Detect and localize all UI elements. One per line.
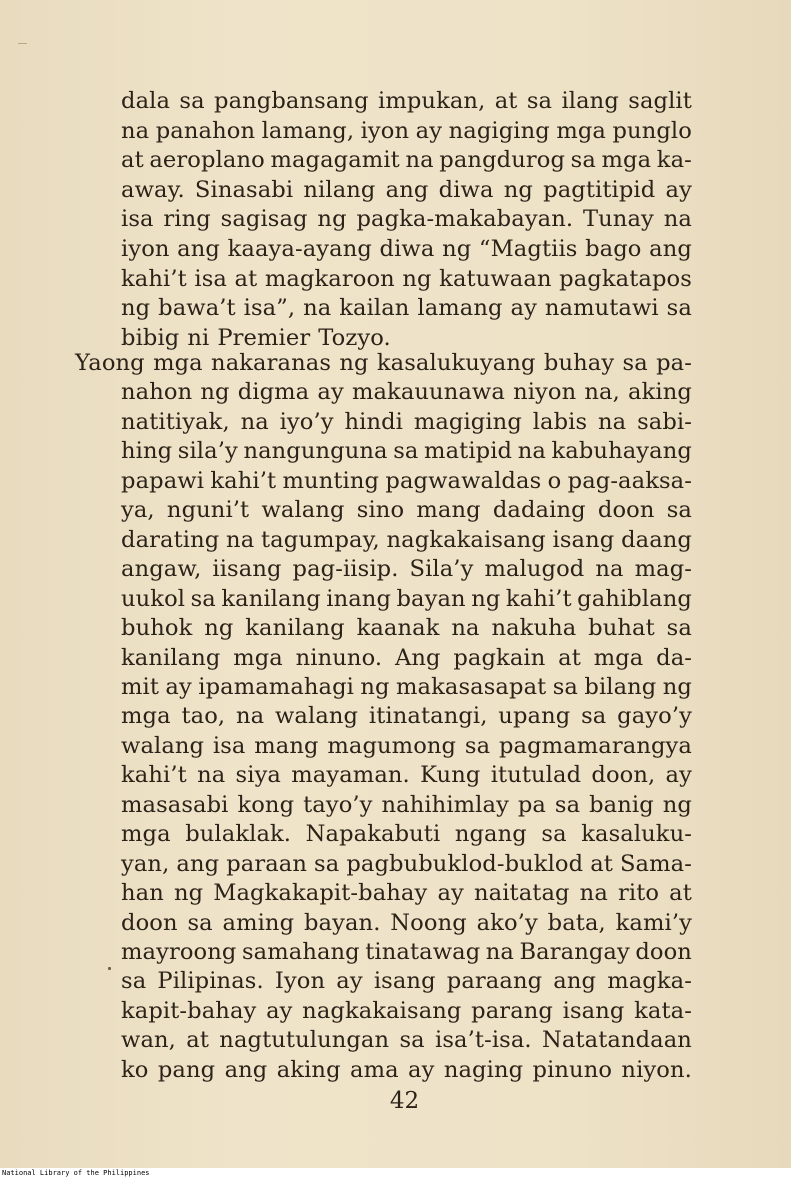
text-line: masasabi kong tayo’y nahihimlay pa sa banig ng xyxy=(121,791,692,818)
page-number: 42 xyxy=(389,1088,420,1114)
text-line: mit ay ipamamahagi ng makasasapat sa bilang ng xyxy=(121,673,692,700)
text-line: ya, nguni’t walang sino mang dadaing doon sa xyxy=(121,497,692,524)
text-line: han ng Magkakapit-bahay ay naitatag na rito at xyxy=(121,880,692,907)
text-line: hing sila’y nangunguna sa matipid na kabuhayang xyxy=(121,438,692,465)
text-line: isa ring sagisag ng pagka-makabayan. Tunay na xyxy=(121,206,692,233)
text-line: kahi’t na siya mayaman. Kung itutulad doon, ay xyxy=(121,762,692,789)
text-line: na panahon lamang, iyon ay nagiging mga punglo xyxy=(121,117,692,144)
text-line: Yaong mga nakaranas ng kasalukuyang buhay sa pa- xyxy=(75,350,692,376)
text-line: ng bawa’t isa”, na kailan lamang ay namutawi sa xyxy=(121,295,692,322)
scan-mark xyxy=(18,43,27,44)
text-line: yan, ang paraan sa pagbubuklod-buklod at Sama- xyxy=(121,850,692,877)
text-line: kanilang mga ninuno. Ang pagkain at mga da- xyxy=(121,644,692,671)
text-line: darating na tagumpay, nagkakaisang isang daang xyxy=(121,526,692,553)
text-line: angaw, iisang pag-iisip. Sila’y malugod na mag- xyxy=(121,556,692,583)
footer-credit: National Library of the Philippines xyxy=(2,1169,150,1177)
text-line: papawi kahi’t munting pagwawaldas o pag-aaksa- xyxy=(121,467,692,494)
text-line: kapit-bahay ay nagkakaisang parang isang kata- xyxy=(121,997,692,1024)
text-line: kahi’t isa at magkaroon ng katuwaan pagkatapos xyxy=(121,265,692,292)
ink-speck xyxy=(108,967,111,970)
text-line: wan, at nagtutulungan sa isa’t-isa. Natatandaan xyxy=(121,1027,692,1054)
text-line: mga tao, na walang itinatangi, upang sa gayo’y xyxy=(121,703,692,730)
text-line: iyon ang kaaya-ayang diwa ng “Magtiis bago ang xyxy=(121,236,692,262)
text-line: natitiyak, na iyo’y hindi magiging labis na sabi- xyxy=(121,408,692,435)
text-line: mayroong samahang tinatawag na Barangay doon xyxy=(121,939,692,965)
text-line: ko pang ang aking ama ay naging pinuno niyon. xyxy=(121,1056,692,1083)
text-line: dala sa pangbansang impukan, at sa ilang saglit xyxy=(121,88,692,114)
text-line: bibig ni Premier Tozyo. xyxy=(121,324,391,351)
text-line: mga bulaklak. Napakabuti ngang sa kasaluku- xyxy=(121,821,692,848)
text-line: sa Pilipinas. Iyon ay isang paraang ang magka- xyxy=(121,968,692,995)
text-line: nahon ng digma ay makauunawa niyon na, aking xyxy=(121,379,692,406)
text-line: buhok ng kanilang kaanak na nakuha buhat sa xyxy=(121,615,692,642)
text-line: walang isa mang magumong sa pagmamarangya xyxy=(121,732,692,759)
text-line: uukol sa kanilang inang bayan ng kahi’t gahiblang xyxy=(121,585,692,612)
text-line: away. Sinasabi nilang ang diwa ng pagtitipid ay xyxy=(121,176,692,203)
text-line: at aeroplano magagamit na pangdurog sa mga ka- xyxy=(121,147,692,174)
text-line: doon sa aming bayan. Noong ako’y bata, kami’y xyxy=(121,909,692,936)
